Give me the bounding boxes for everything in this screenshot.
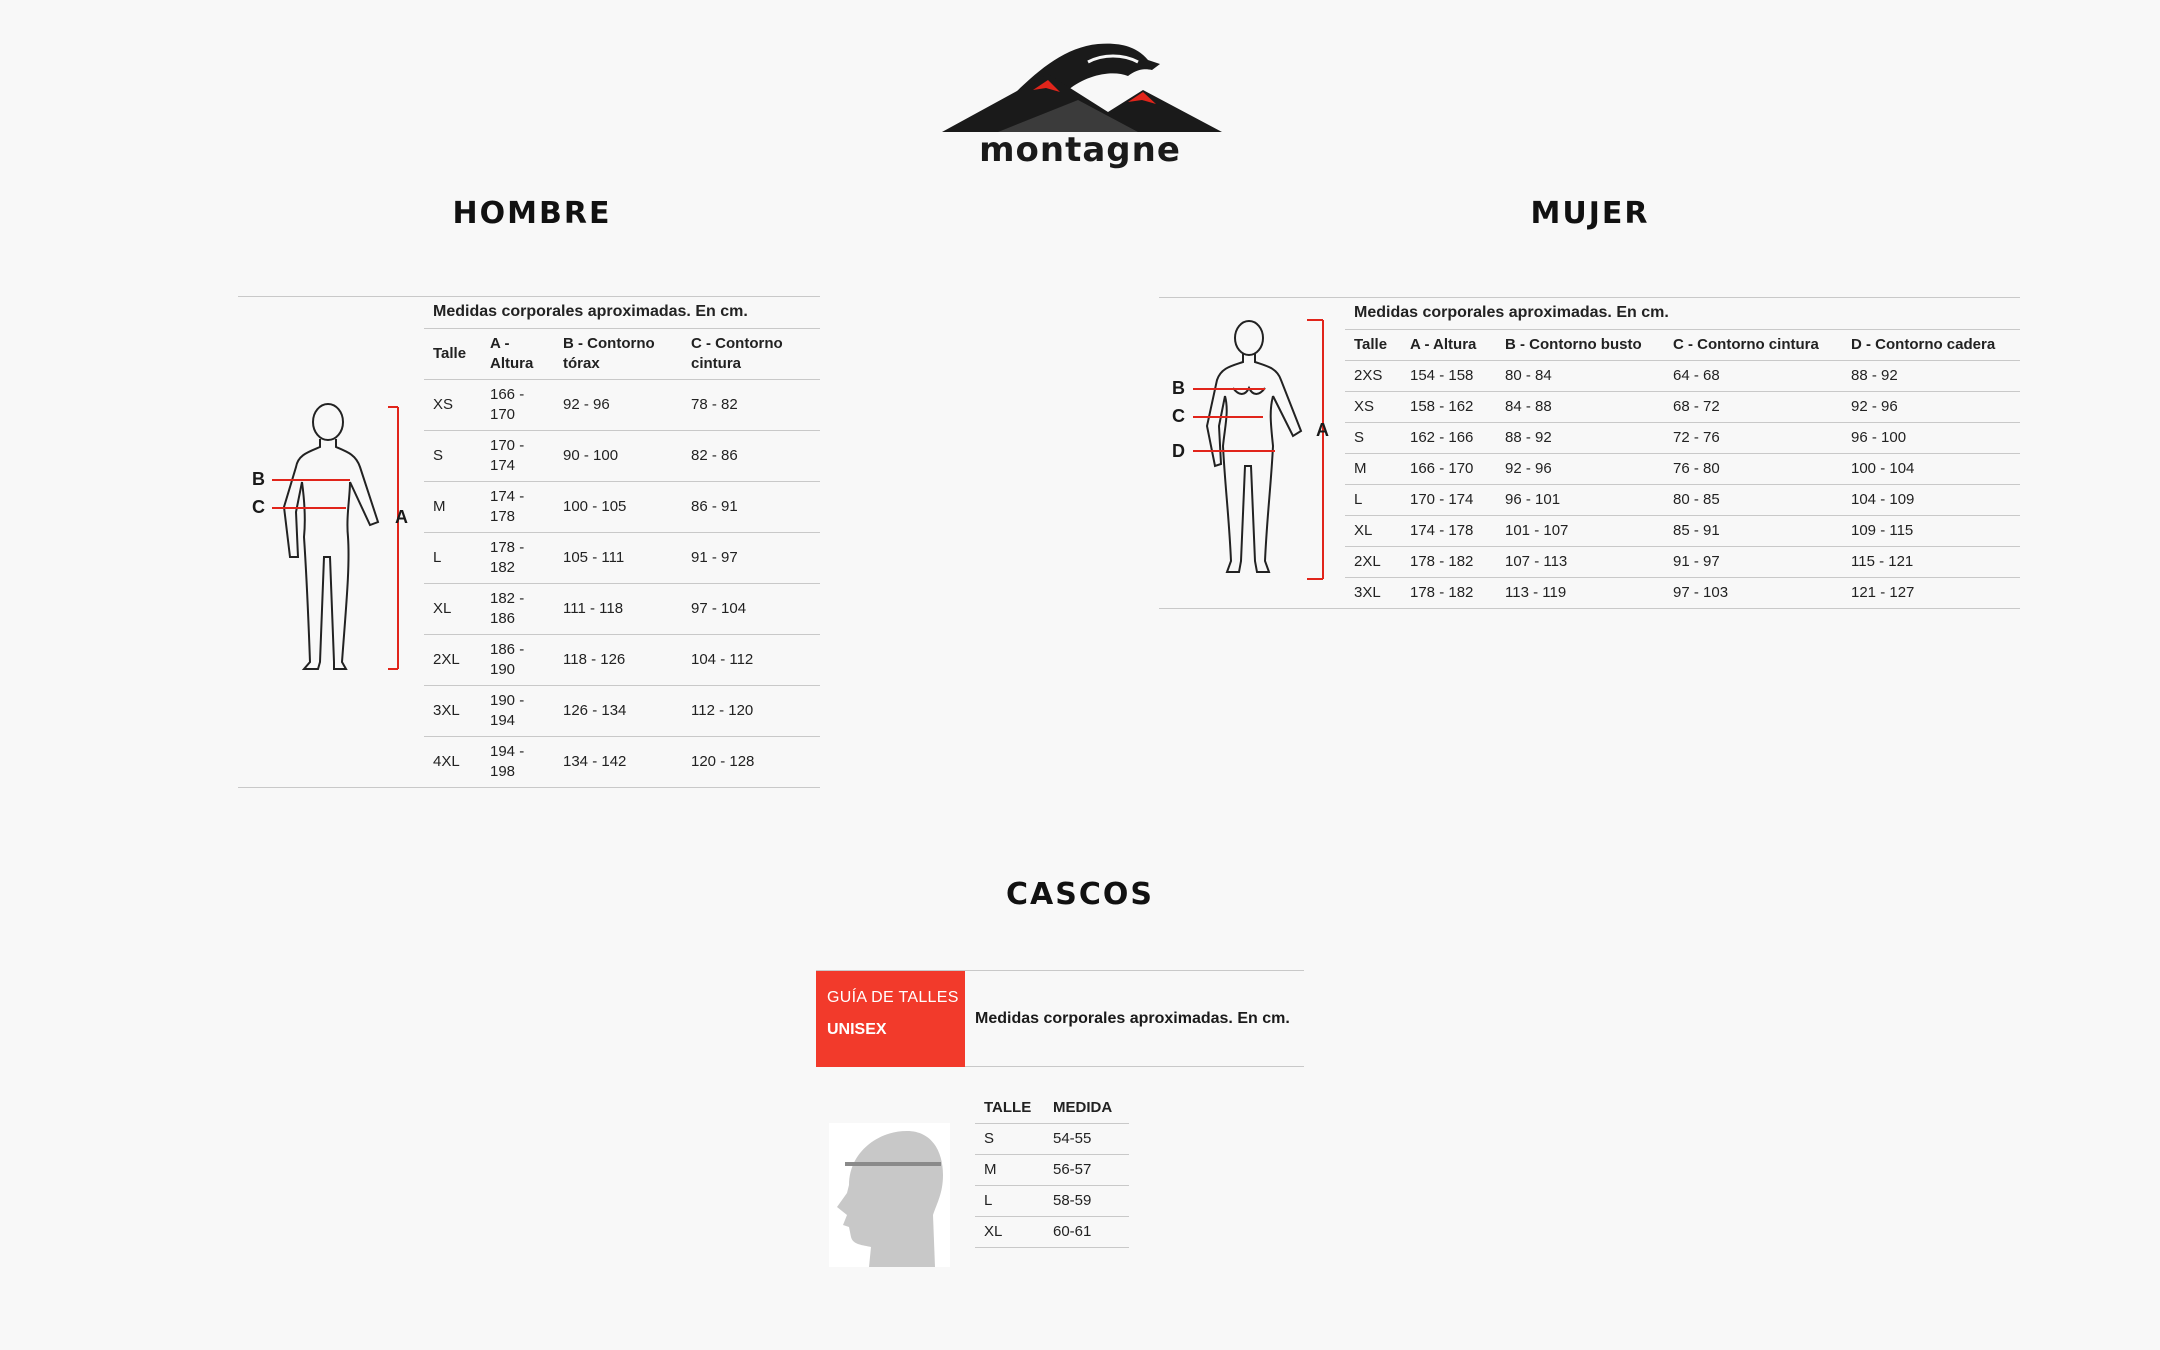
table-cell: 92 - 96 [1842,391,2020,422]
figure-label-a: A [1316,420,1329,440]
table-cell: XL [424,583,481,634]
table-cell: 91 - 97 [1664,546,1842,577]
table-cell: 134 - 142 [563,752,627,770]
column-header: Talle [424,328,481,379]
column-header: MEDIDA [1044,1092,1129,1123]
head-measurement-icon [829,1123,950,1267]
table-cell: 118 - 126 [554,634,682,685]
table-row [424,634,820,685]
table-row [975,1185,1129,1216]
figure-label-d: D [1172,441,1185,461]
table-cell: 105 - 111 [554,532,682,583]
column-header: D - Contorno cadera [1842,329,2020,360]
column-header: B - Contorno busto [1496,329,1664,360]
table-cell: 92 - 96 [554,379,682,430]
table-cell: 101 - 107 [1496,515,1664,546]
table-cell: 115 - 121 [1842,546,2020,577]
table-cell: 121 - 127 [1851,584,1915,602]
table-cell: 68 - 72 [1664,391,1842,422]
helmets-section-title: CASCOS [1006,877,1154,912]
table-cell: 170 - 174 [1401,484,1496,515]
table-cell: 86 - 91 [682,481,820,532]
men-section-title: HOMBRE [452,196,612,231]
table-row [424,685,820,736]
table-cell: 4XL [433,752,460,770]
table-cell: 76 - 80 [1664,453,1842,484]
table-cell: 190 - 194 [481,685,554,736]
column-header: Talle [1345,329,1401,360]
male-body-figure-icon [238,397,424,687]
table-cell: 182 - 186 [481,583,554,634]
women-section-title: MUJER [1530,196,1650,231]
table-cell: 120 - 128 [691,752,755,770]
table-cell: 174 - 178 [481,481,554,532]
table-cell: M [975,1154,1044,1185]
table-cell: 72 - 76 [1664,422,1842,453]
table-cell: 91 - 97 [682,532,820,583]
table-row [1345,546,2020,577]
table-cell: 80 - 84 [1496,360,1664,391]
figure-label-c: C [252,497,265,517]
table-cell: 88 - 92 [1842,360,2020,391]
column-header: B - Contorno tórax [554,328,682,379]
table-cell: M [424,481,481,532]
table-cell: 56-57 [1044,1154,1129,1185]
table-row [1345,484,2020,515]
table-cell: L [424,532,481,583]
table-cell: 97 - 104 [682,583,820,634]
table-cell: 82 - 86 [682,430,820,481]
table-cell: 54-55 [1044,1123,1129,1154]
table-cell: 58-59 [1044,1185,1129,1216]
helmet-caption: Medidas corporales aproximadas. En cm. [975,1010,1290,1027]
column-header: C - Contorno cintura [682,328,820,379]
table-cell: L [1345,484,1401,515]
table-cell: 100 - 105 [554,481,682,532]
table-row [424,481,820,532]
table-cell: 3XL [424,685,481,736]
column-header: A - Altura [481,328,554,379]
column-header: A - Altura [1401,329,1496,360]
table-row [424,583,820,634]
table-row [1345,391,2020,422]
women-table-caption: Medidas corporales aproximadas. En cm. [1345,298,2020,329]
table-cell: 96 - 101 [1496,484,1664,515]
men-size-table [424,297,820,787]
table-cell: S [975,1123,1044,1154]
table-row [975,1123,1129,1154]
table-cell: 166 - 170 [1401,453,1496,484]
table-cell: 104 - 109 [1842,484,2020,515]
table-row [1345,360,2020,391]
table-cell: 194 - 198 [490,742,525,780]
table-row [424,736,820,787]
table-row [975,1154,1129,1185]
table-cell: S [424,430,481,481]
column-header: TALLE [975,1092,1044,1123]
women-size-table [1345,298,2020,608]
figure-label-b: B [252,469,265,489]
table-cell: 178 - 182 [481,532,554,583]
table-row [424,532,820,583]
table-cell: 80 - 85 [1664,484,1842,515]
table-row [424,379,820,430]
table-cell: 84 - 88 [1496,391,1664,422]
eagle-mountain-icon [938,40,1222,132]
table-cell: S [1345,422,1401,453]
table-cell: XS [1345,391,1401,422]
table-cell: 113 - 119 [1505,584,1567,602]
table-cell: L [975,1185,1044,1216]
table-cell: XL [1345,515,1401,546]
table-row [1345,422,2020,453]
table-cell: 112 - 120 [682,685,820,736]
table-cell: 166 - 170 [481,379,554,430]
badge-subtitle: UNISEX [827,1021,887,1038]
table-cell: 92 - 96 [1496,453,1664,484]
figure-label-a: A [395,507,408,527]
badge-title: GUÍA DE TALLES [827,989,959,1006]
size-guide-badge [816,971,965,1067]
table-cell: 111 - 118 [554,583,682,634]
brand-logo [938,40,1222,170]
table-cell: 178 - 182 [1410,584,1474,602]
female-body-figure-icon [1159,316,1345,596]
brand-wordmark: montagne [979,130,1181,170]
women-size-chart [1159,297,2020,609]
table-cell: 85 - 91 [1664,515,1842,546]
table-cell: 186 - 190 [481,634,554,685]
table-row [975,1216,1129,1247]
table-cell: 60-61 [1044,1216,1129,1247]
table-cell: 97 - 103 [1673,584,1729,602]
table-cell: 104 - 112 [682,634,820,685]
table-cell: 96 - 100 [1842,422,2020,453]
table-cell: 2XL [424,634,481,685]
table-cell: 126 - 134 [554,685,682,736]
table-cell: 178 - 182 [1401,546,1496,577]
table-cell: 3XL [1354,584,1381,602]
table-row [1345,577,2020,608]
table-cell: 158 - 162 [1401,391,1496,422]
table-row [424,430,820,481]
figure-label-c: C [1172,406,1185,426]
column-header: C - Contorno cintura [1664,329,1842,360]
table-cell: M [1345,453,1401,484]
table-cell: 174 - 178 [1401,515,1496,546]
table-cell: XL [975,1216,1044,1247]
table-row [1345,515,2020,546]
table-row [1345,453,2020,484]
table-cell: 2XS [1345,360,1401,391]
table-cell: 109 - 115 [1842,515,2020,546]
table-cell: 107 - 113 [1496,546,1664,577]
figure-label-b: B [1172,378,1185,398]
men-table-caption: Medidas corporales aproximadas. En cm. [424,297,820,328]
table-cell: 154 - 158 [1401,360,1496,391]
men-size-chart [238,296,820,788]
table-cell: 170 - 174 [481,430,554,481]
table-cell: 2XL [1345,546,1401,577]
table-cell: 78 - 82 [682,379,820,430]
table-cell: 88 - 92 [1496,422,1664,453]
table-cell: 162 - 166 [1401,422,1496,453]
table-cell: 100 - 104 [1842,453,2020,484]
table-cell: 64 - 68 [1664,360,1842,391]
helmet-size-table [975,1092,1129,1248]
table-cell: XS [424,379,481,430]
table-cell: 90 - 100 [554,430,682,481]
helmet-guide-header [816,970,1304,1067]
